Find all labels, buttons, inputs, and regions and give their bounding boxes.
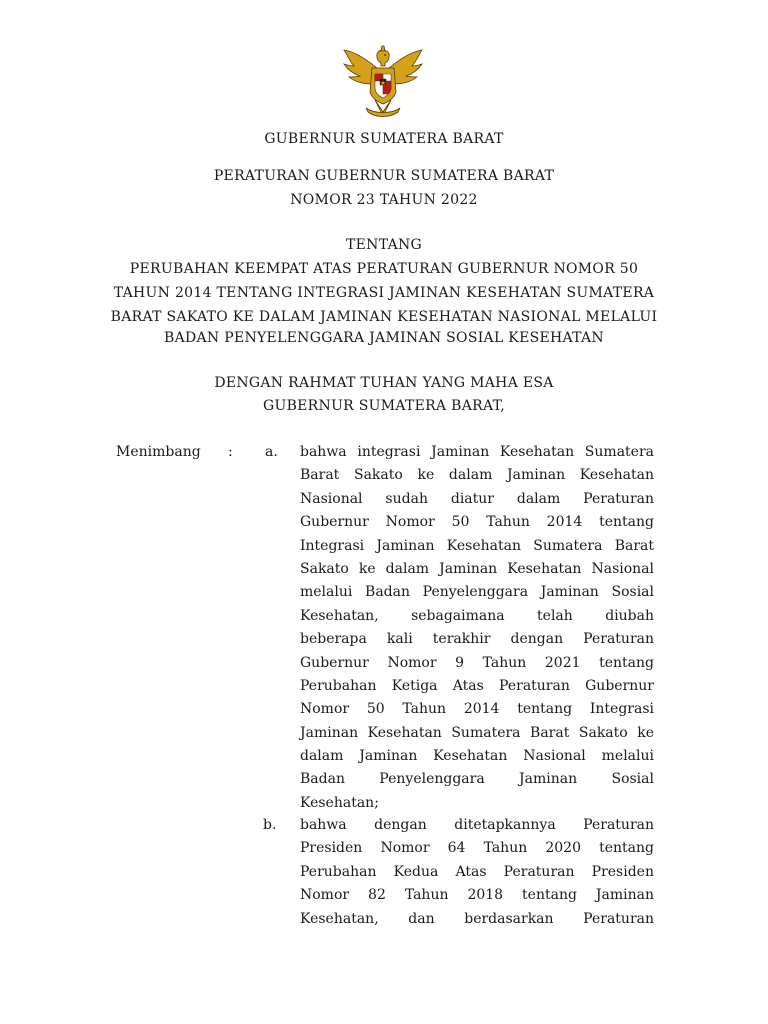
menimbang-colon: : — [228, 444, 233, 460]
issuer: GUBERNUR SUMATERA BARAT, — [262, 398, 505, 414]
text-line: Nomor 82 Tahun 2018 tentang Jaminan — [300, 887, 654, 904]
text-line: Gubernur Nomor 9 Tahun 2021 tentang — [300, 654, 654, 671]
text-line: Integrasi Jaminan Kesehatan Sumatera Barat — [300, 537, 654, 554]
menimbang-label: Menimbang — [116, 444, 201, 460]
subject-line-2: TAHUN 2014 TENTANG INTEGRASI JAMINAN KESEHATAN SUMATERA — [113, 285, 655, 301]
subject-line-1: PERUBAHAN KEEMPAT ATAS PERATURAN GUBERNUR NOMOR 50 — [129, 261, 639, 277]
text-line: bahwa dengan ditetapkannya Peraturan — [300, 817, 654, 833]
text-line: Kesehatan; — [300, 794, 379, 811]
subject-line-3: BARAT SAKATO KE DALAM JAMINAN KESEHATAN NASIONAL MELALUI — [110, 309, 658, 325]
text-line: dalam Jaminan Kesehatan Nasional melalui — [300, 748, 654, 765]
subject-line-4: BADAN PENYELENGGARA JAMINAN SOSIAL KESEHATAN — [163, 330, 604, 346]
text-line: Nasional sudah diatur dalam Peraturan — [300, 490, 654, 507]
text-line: Sakato ke dalam Jaminan Kesehatan Nasional — [300, 560, 654, 577]
text-line: Badan Penyelenggara Jaminan Sosial — [300, 771, 654, 788]
regulation-title: PERATURAN GUBERNUR SUMATERA BARAT — [213, 168, 555, 184]
invocation: DENGAN RAHMAT TUHAN YANG MAHA ESA — [214, 375, 554, 391]
text-line: bahwa integrasi Jaminan Kesehatan Sumatera — [300, 444, 654, 460]
regulation-number: NOMOR 23 TAHUN 2022 — [290, 192, 478, 208]
text-line: beberapa kali terakhir dengan Peraturan — [300, 631, 654, 648]
garuda-emblem-icon — [338, 42, 428, 122]
item-letter-a: a. — [265, 444, 278, 460]
item-letter-b: b. — [263, 817, 277, 833]
text-line: Perubahan Ketiga Atas Peraturan Gubernur — [300, 677, 654, 694]
text-line: Kesehatan, sebagaimana telah diubah — [300, 607, 654, 624]
item-a-text — [300, 441, 654, 815]
text-line: Barat Sakato ke dalam Jaminan Kesehatan — [300, 467, 654, 484]
text-line: Presiden Nomor 64 Tahun 2020 tentang — [300, 840, 654, 857]
office-title: GUBERNUR SUMATERA BARAT — [264, 131, 504, 147]
text-line: Kesehatan, dan berdasarkan Peraturan — [300, 910, 654, 927]
about-label: TENTANG — [345, 237, 423, 253]
text-line: Nomor 50 Tahun 2014 tentang Integrasi — [300, 701, 654, 718]
item-b-text — [300, 814, 654, 931]
text-line: Perubahan Kedua Atas Peraturan Presiden — [300, 863, 654, 880]
text-line: Gubernur Nomor 50 Tahun 2014 tentang — [300, 514, 654, 531]
text-line: melalui Badan Penyelenggara Jaminan Sosial — [300, 584, 654, 601]
text-line: Jaminan Kesehatan Sumatera Barat Sakato ke — [300, 724, 654, 741]
